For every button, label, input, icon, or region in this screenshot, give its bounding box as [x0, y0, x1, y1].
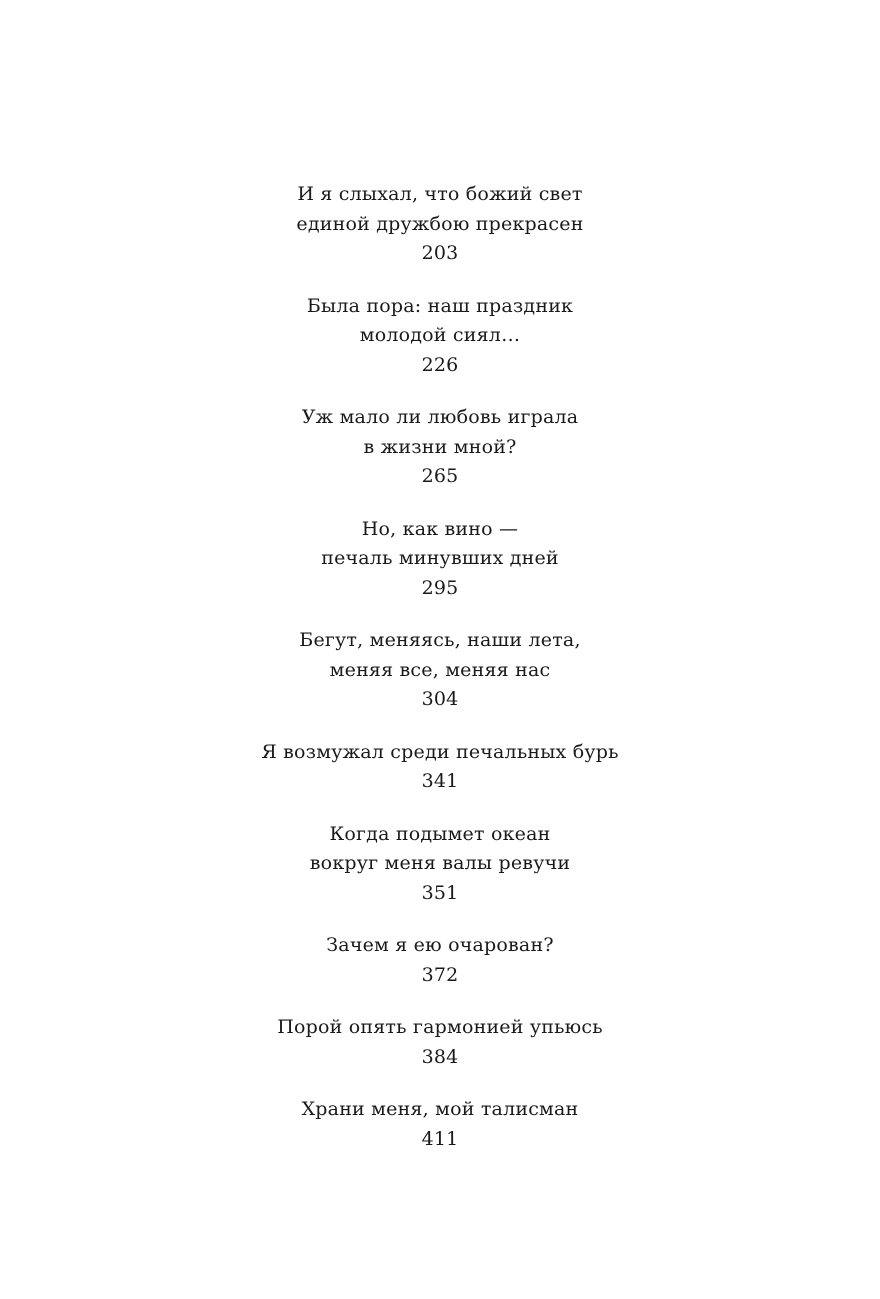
contents-entry: [0, 626, 880, 715]
entry-title-line: Бегут, меняясь, наши лета,: [299, 629, 581, 651]
entry-title-line: Когда подымет океан: [329, 822, 551, 845]
entry-page-number: 295: [421, 576, 459, 599]
contents-entry: [0, 403, 880, 492]
contents-entry: [0, 820, 880, 909]
entry-page-number: 304: [421, 688, 459, 710]
contents-entry: [0, 1013, 880, 1072]
entry-page-number: 341: [421, 770, 459, 792]
entry-title-line: Была пора: наш праздник: [306, 294, 574, 317]
entry-page-number: 384: [421, 1045, 459, 1068]
entry-title-line: Уж мало ли любовь играла: [301, 406, 579, 428]
entry-title-line: вокруг меня валы ревучи: [309, 852, 571, 874]
entry-title-line: Я возмужал среди печальных бурь: [261, 740, 619, 763]
contents-entry: [0, 1095, 880, 1154]
entry-page-number: 226: [421, 353, 459, 376]
contents-entry: [0, 515, 880, 604]
entry-page-number: 411: [421, 1127, 459, 1150]
contents-entry: [0, 738, 880, 797]
entry-page-number: 203: [421, 242, 459, 264]
entry-title-line: печаль минувших дней: [321, 547, 559, 569]
entry-title-line: Храни меня, мой талисман: [301, 1098, 579, 1120]
contents-entry: [0, 292, 880, 381]
entry-page-number: 372: [421, 963, 459, 986]
contents-entry: [0, 180, 880, 269]
contents-list: [0, 180, 880, 1177]
entry-title-line: Порой опять гармонией упьюсь: [277, 1016, 603, 1038]
entry-title-line: Зачем я ею очарован?: [326, 934, 554, 956]
entry-title-line: в жизни мной?: [363, 435, 517, 458]
entry-page-number: 351: [421, 881, 459, 904]
entry-title-line: единой дружбою прекрасен: [296, 212, 584, 235]
entry-title-line: молодой сиял…: [359, 324, 521, 346]
entry-title-line: И я слыхал, что божий свет: [297, 183, 583, 205]
entry-title-line: меняя все, меняя нас: [329, 658, 551, 681]
entry-page-number: 265: [421, 465, 459, 487]
entry-title-line: Но, как вино —: [361, 517, 519, 540]
contents-entry: [0, 931, 880, 990]
